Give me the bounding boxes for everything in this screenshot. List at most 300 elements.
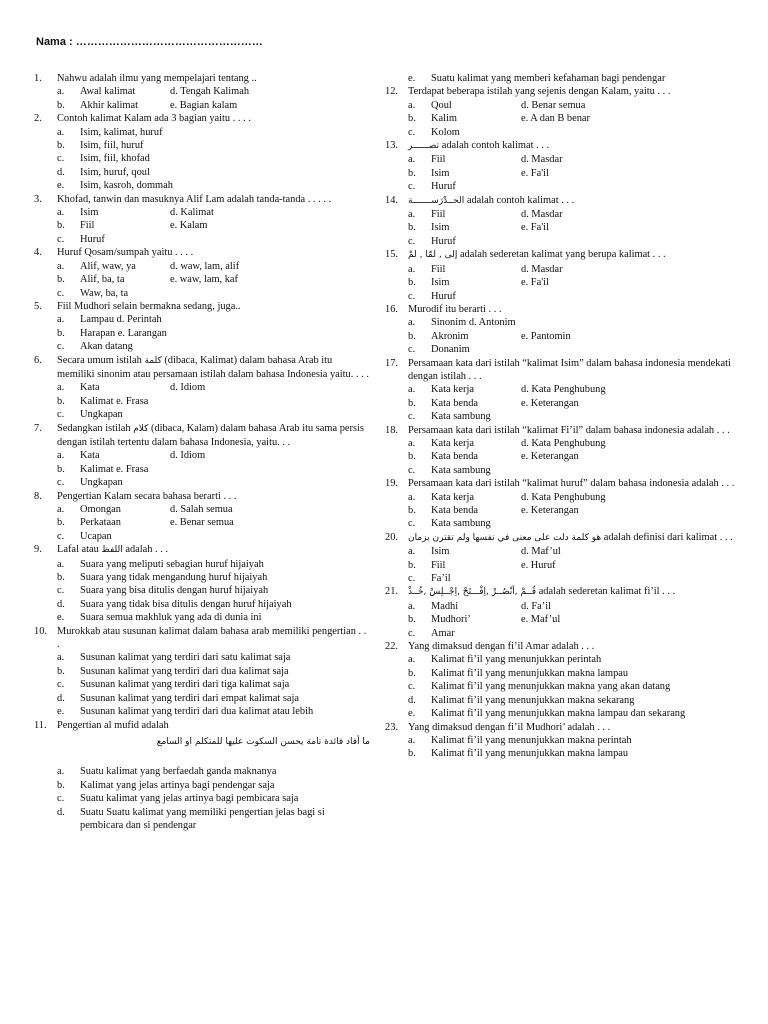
question-number: 20. (385, 531, 398, 543)
option-row (408, 747, 740, 760)
option-letter: c. (57, 233, 65, 245)
question-text-part: Lafal atau (57, 544, 102, 556)
option-text: Susunan kalimat yang terdiri dari empat kalimat saja (80, 692, 300, 704)
option-text: Kata benda (431, 397, 479, 409)
option-cell-second (170, 503, 370, 516)
option-letter: b. (408, 451, 416, 463)
option-letter: b. (57, 665, 65, 677)
question-block (385, 585, 740, 640)
option-text: Susunan kalimat yang terdiri dari satu kalimat saja (80, 652, 291, 664)
option-row (408, 180, 740, 193)
option-row (57, 408, 370, 421)
option-text: Amar (431, 627, 455, 639)
option-cell (57, 806, 370, 833)
question-text: Terdapat beberapa istilah yang sejenis dengan Kalam, yaitu . . . (408, 86, 671, 98)
option-cell-second (521, 208, 740, 221)
option-letter: b. (57, 327, 65, 339)
option-text: Suatu kalimat yang memberi kefahaman bagi pendengar (431, 73, 666, 84)
option-text: Kalimat fi’il yang menunjukkan makna lampau dan sekarang (431, 708, 686, 720)
option-letter: b. (408, 397, 416, 409)
option-cell-second (521, 450, 740, 463)
option-text: d. waw, lam, alif (170, 260, 240, 272)
option-cell-second (521, 545, 740, 558)
option-letter: e. (408, 73, 416, 84)
option-letter: a. (57, 558, 65, 570)
question-number: 10. (34, 625, 47, 637)
option-cell (57, 152, 370, 165)
option-row (408, 235, 740, 248)
option-cell (408, 464, 740, 477)
question-text (408, 194, 740, 208)
option-row (408, 153, 740, 166)
option-text: Ungkapan (80, 409, 123, 421)
question-block (385, 721, 740, 761)
option-row (408, 517, 740, 530)
question-number: 22. (385, 641, 398, 653)
question-row (34, 543, 370, 557)
question-row (385, 303, 740, 316)
option-row (408, 450, 740, 463)
option-text: d. Idiom (170, 450, 206, 462)
option-row (57, 503, 370, 516)
option-text: d. Kalimat (170, 207, 214, 219)
options-list (57, 651, 370, 718)
option-cell (408, 504, 521, 517)
option-row (57, 779, 370, 792)
option-letter: c. (408, 573, 416, 585)
option-cell-second (521, 263, 740, 276)
option-cell (57, 139, 370, 152)
option-text: Suatu Suatu kalimat yang memiliki pengertian jelas bagi si pembicara dan si pendengar (80, 806, 325, 831)
option-letter: d. (57, 806, 65, 818)
question-text (57, 543, 370, 557)
option-row (408, 680, 740, 693)
option-text: e. Fa'il (521, 222, 549, 234)
option-letter: a. (408, 491, 416, 503)
question-text (408, 139, 740, 153)
left-column (34, 72, 370, 832)
options-list (57, 260, 370, 300)
question-block (385, 303, 740, 357)
option-letter: a. (57, 314, 65, 326)
option-text: Alif, waw, ya (80, 260, 136, 272)
question-row (385, 424, 740, 437)
option-text: Akhir kalimat (80, 99, 139, 111)
option-text: Suara yang bisa ditulis dengan huruf hijaiyah (80, 585, 269, 597)
option-row (57, 678, 370, 691)
option-text: Omongan (80, 504, 121, 515)
option-text: Suara yang meliputi sebagian huruf hijaiyah (80, 558, 264, 570)
option-row (408, 545, 740, 558)
option-text: Qoul (431, 99, 452, 111)
option-row (57, 260, 370, 273)
option-text: Susunan kalimat yang terdiri dari dua kalimat saja (80, 665, 289, 677)
question-number: 16. (385, 303, 398, 315)
option-cell-second (521, 153, 740, 166)
options-list (57, 503, 370, 543)
option-text: Huruf (431, 181, 456, 193)
option-text: e. Fa'il (521, 167, 549, 179)
option-letter: c. (408, 235, 416, 247)
option-cell-second (170, 260, 370, 273)
option-letter: c. (408, 411, 416, 423)
arabic-definition: ما أفاد فائدة تامة يحسن السكوت عليها للمتكلم او السامع (156, 736, 370, 747)
option-cell (408, 410, 740, 423)
question-text: Nahwu adalah ilmu yang mempelajari tentang .. (57, 73, 257, 84)
option-cell (408, 263, 521, 276)
option-text: Kata benda (431, 451, 479, 463)
option-letter: c. (408, 627, 416, 639)
option-letter: c. (57, 585, 65, 597)
option-cell (57, 558, 370, 571)
option-cell (57, 598, 370, 611)
question-text: Persamaan kata dari istilah “kalimat huruf” dalam bahasa indonesia adalah . . . (408, 478, 735, 490)
question-number: 8. (34, 490, 42, 502)
option-text: Kalimat e. Frasa (80, 463, 149, 475)
question-number: 17. (385, 357, 398, 369)
option-text: Ungkapan (80, 477, 123, 489)
question-row (34, 193, 370, 206)
question-number: 6. (34, 354, 42, 366)
option-letter: b. (408, 167, 416, 179)
arabic-term: كلام (133, 423, 149, 434)
question-block (34, 354, 370, 422)
option-row (408, 330, 740, 343)
option-cell (57, 395, 370, 408)
option-text: Fiil (80, 220, 95, 232)
option-letter: b. (408, 748, 416, 760)
option-letter: b. (57, 517, 65, 529)
option-letter: a. (57, 766, 65, 778)
option-row (57, 85, 370, 98)
options-list (408, 734, 740, 761)
option-cell-second (170, 381, 370, 394)
option-text: Kata (80, 450, 100, 462)
option-row (57, 152, 370, 165)
option-cell (408, 72, 740, 85)
option-cell (408, 545, 521, 558)
question-row (385, 85, 740, 98)
option-letter: b. (57, 572, 65, 584)
option-text: Isim (431, 277, 450, 289)
option-cell-second (521, 491, 740, 504)
question-block (385, 248, 740, 303)
question-text: Pengertian al mufid adalah (57, 719, 169, 731)
question-row (34, 72, 370, 85)
option-row (408, 208, 740, 221)
option-text: Huruf (431, 290, 456, 302)
option-cell (57, 692, 370, 705)
option-text: Fiil (431, 263, 446, 275)
question-text: Huruf Qosam/sumpah yaitu . . . . (57, 247, 194, 259)
option-cell-second (521, 330, 740, 343)
options-list (408, 491, 740, 531)
question-number: 14. (385, 194, 398, 206)
option-cell (57, 381, 170, 394)
option-text: Akronim (431, 330, 469, 342)
option-row (57, 806, 370, 833)
question-row (385, 640, 740, 653)
question-text-part: (dibaca, Kalam) dalam bahasa Arab itu sama persis dengan istilah tertentu dalam bahasa Indonesia, yaitu. . . (57, 422, 364, 448)
options-list (57, 313, 370, 353)
option-letter: e. (57, 706, 65, 718)
option-row (408, 734, 740, 747)
question-text: Fiil Mudhori selain bermakna sedang, juga.. (57, 300, 241, 312)
option-cell (408, 707, 740, 720)
question-number: 21. (385, 586, 398, 598)
question-block (385, 194, 740, 249)
question-block (34, 490, 370, 544)
question-text (408, 531, 740, 545)
question-block (385, 640, 740, 720)
option-row (408, 667, 740, 680)
option-letter: a. (57, 207, 65, 219)
option-row (408, 263, 740, 276)
option-cell (57, 705, 370, 718)
question-text: Pengertian Kalam secara bahasa berarti . . . (57, 490, 237, 502)
option-text: Kata kerja (431, 437, 474, 449)
option-text: d. Masdar (521, 263, 563, 275)
question-text-part: adalah contoh kalimat . . . (464, 194, 575, 206)
option-letter: e. (57, 612, 65, 624)
option-row (57, 598, 370, 611)
option-cell (57, 765, 370, 778)
option-cell (408, 491, 521, 504)
options-list (408, 653, 740, 720)
question-number: 12. (385, 86, 398, 98)
option-cell (408, 627, 740, 640)
option-row (57, 327, 370, 340)
option-text: d. Masdar (521, 209, 563, 221)
arabic-term: اللفظ (101, 545, 123, 556)
option-cell (57, 611, 370, 624)
option-cell-second (521, 383, 740, 396)
option-text: Kalimat fi’il yang menunjukkan perintah (431, 654, 602, 666)
question-row (34, 719, 370, 732)
option-row (57, 99, 370, 112)
options-list (57, 381, 370, 421)
option-row (408, 126, 740, 139)
options-list (408, 316, 740, 356)
option-text: Kata sambung (431, 518, 491, 530)
option-cell-second (521, 600, 740, 613)
option-cell (408, 112, 521, 125)
option-letter: d. (408, 694, 416, 706)
option-text: d. Kata Penghubung (521, 491, 606, 503)
option-cell-second (170, 85, 370, 98)
option-text: Huruf (80, 233, 105, 245)
option-row (408, 572, 740, 585)
question-text: Murokkab atau susunan kalimat dalam bahasa arab memiliki pengertian . . . (57, 625, 367, 651)
option-cell (408, 517, 740, 530)
option-row (57, 558, 370, 571)
option-row (408, 316, 740, 329)
option-row (408, 437, 740, 450)
option-letter: e. (57, 180, 65, 192)
option-cell (57, 273, 170, 286)
option-text: Kata (80, 382, 100, 394)
option-row (57, 449, 370, 462)
question-text-part: adalah sederetan kalimat fi’il . . . (536, 586, 676, 598)
option-row (408, 707, 740, 720)
option-text: Kalimat fi’il yang menunjukkan makna yang akan datang (431, 681, 671, 693)
option-cell (57, 571, 370, 584)
option-letter: a. (408, 734, 416, 746)
option-row (57, 611, 370, 624)
option-row (408, 410, 740, 423)
option-row (57, 584, 370, 597)
option-cell (408, 99, 521, 112)
option-letter: d. (57, 598, 65, 610)
option-row (408, 397, 740, 410)
option-cell (408, 383, 521, 396)
option-cell (57, 584, 370, 597)
option-text: Harapan e. Larangan (80, 327, 167, 339)
option-text: e. Bagian kalam (170, 99, 238, 111)
option-letter: c. (408, 126, 416, 138)
options-list (57, 558, 370, 625)
option-text: Kalimat fi’il yang menunjukkan makna sekarang (431, 694, 635, 706)
option-cell (408, 734, 740, 747)
question-row (385, 585, 740, 599)
option-row (57, 179, 370, 192)
option-letter: b. (408, 330, 416, 342)
option-text: e. Maf’ul (521, 614, 561, 626)
option-row (57, 340, 370, 353)
option-cell (57, 166, 370, 179)
option-text: e. Huruf (521, 559, 556, 571)
option-cell-second (521, 397, 740, 410)
option-letter: a. (408, 600, 416, 612)
option-cell (408, 330, 521, 343)
option-row (408, 221, 740, 234)
option-row (57, 463, 370, 476)
option-row (408, 383, 740, 396)
option-row (408, 627, 740, 640)
option-letter: c. (57, 530, 65, 542)
option-letter: a. (57, 382, 65, 394)
question-number: 3. (34, 193, 42, 205)
option-letter: a. (408, 154, 416, 166)
question-block (385, 357, 740, 424)
question-text (57, 354, 370, 382)
option-row (57, 166, 370, 179)
question-block (385, 477, 740, 531)
option-text: Kata kerja (431, 491, 474, 503)
option-text: Waw, ba, ta (80, 287, 129, 299)
option-text: Lampau d. Perintah (80, 314, 162, 326)
option-letter: c. (57, 679, 65, 691)
option-cell (408, 167, 521, 180)
option-letter: b. (57, 140, 65, 152)
option-letter: d. (57, 692, 65, 704)
question-row (385, 248, 740, 262)
option-text: Fiil (431, 154, 446, 166)
option-letter: a. (408, 437, 416, 449)
question-number: 4. (34, 247, 42, 259)
option-letter: a. (408, 263, 416, 275)
option-letter: b. (408, 667, 416, 679)
option-text: e. Kalam (170, 220, 208, 232)
option-cell (408, 653, 740, 666)
option-cell (408, 316, 740, 329)
option-letter: b. (57, 779, 65, 791)
option-letter: b. (408, 113, 416, 125)
question-row (385, 721, 740, 734)
question-text: Persamaan kata dari istilah “kalimat Fi’il” dalam bahasa indonesia adalah . . . (408, 424, 730, 436)
option-cell (408, 559, 521, 572)
option-text: e. Keterangan (521, 397, 579, 409)
option-text: Susunan kalimat yang terdiri dari dua kalimat atau lebih (80, 706, 314, 718)
option-text: Isim, fiil, huruf (80, 140, 144, 152)
question-number: 9. (34, 544, 42, 556)
option-text: Suara yang tidak bisa ditulis dengan huruf hijaiyah (80, 598, 292, 610)
option-cell (57, 678, 370, 691)
option-row (57, 651, 370, 664)
question-text: Contoh kalimat Kalam ada 3 bagian yaitu . . . . (57, 113, 251, 125)
option-text: Kata benda (431, 505, 479, 516)
option-text: e. A dan B benar (521, 113, 590, 125)
option-cell (57, 651, 370, 664)
question-text-part: Sedangkan istilah (57, 422, 134, 434)
option-row (57, 765, 370, 778)
option-text: e. Pantomin (521, 330, 571, 342)
option-text: d. Idiom (170, 382, 206, 394)
question-text: Persamaan kata dari istilah “kalimat Isim” dalam bahasa indonesia mendekati dengan istilah . . . (408, 357, 731, 382)
option-row (57, 705, 370, 718)
option-cell (57, 516, 170, 529)
arabic-term: قُــمْ ,أنْصُــرْ ,اِفْـــتَحْ ,اِجْــلِسْ ,خُــذْ (408, 587, 537, 598)
option-letter: c. (408, 181, 416, 193)
question-text-part: adalah sederetan kalimat yang berupa kalimat . . . (457, 249, 666, 261)
question-block (34, 719, 370, 833)
option-letter: a. (57, 260, 65, 272)
question-row (385, 477, 740, 490)
option-letter: c. (408, 464, 416, 476)
option-cell-second (521, 504, 740, 517)
option-cell (408, 235, 740, 248)
question-row (34, 625, 370, 652)
question-row (34, 354, 370, 382)
option-text: Kata kerja (431, 384, 474, 396)
option-cell-second (521, 167, 740, 180)
question-number: 5. (34, 300, 42, 312)
option-cell (57, 449, 170, 462)
option-row (408, 613, 740, 626)
option-text: e. Fa'il (521, 277, 549, 289)
option-row (57, 219, 370, 232)
option-letter: b. (57, 274, 65, 286)
question-block (385, 139, 740, 194)
option-text: e. Keterangan (521, 505, 579, 516)
option-cell (408, 397, 521, 410)
option-letter: a. (57, 504, 65, 515)
option-text: Kolom (431, 126, 460, 138)
options-list (408, 99, 740, 139)
option-text: Sinonim d. Antonim (431, 317, 516, 329)
option-row (408, 464, 740, 477)
question-number: 19. (385, 478, 398, 490)
option-cell (57, 503, 170, 516)
option-text: Kalimat e. Frasa (80, 395, 149, 407)
question-text: Yang dimaksud dengan fi’il Mudhori’ adalah . . . (408, 721, 611, 733)
option-cell (57, 206, 170, 219)
option-letter: c. (408, 681, 416, 693)
arabic-term: كلمة (144, 355, 162, 366)
question-number: 15. (385, 249, 398, 261)
option-letter: c. (408, 518, 416, 530)
options-list (408, 153, 740, 193)
